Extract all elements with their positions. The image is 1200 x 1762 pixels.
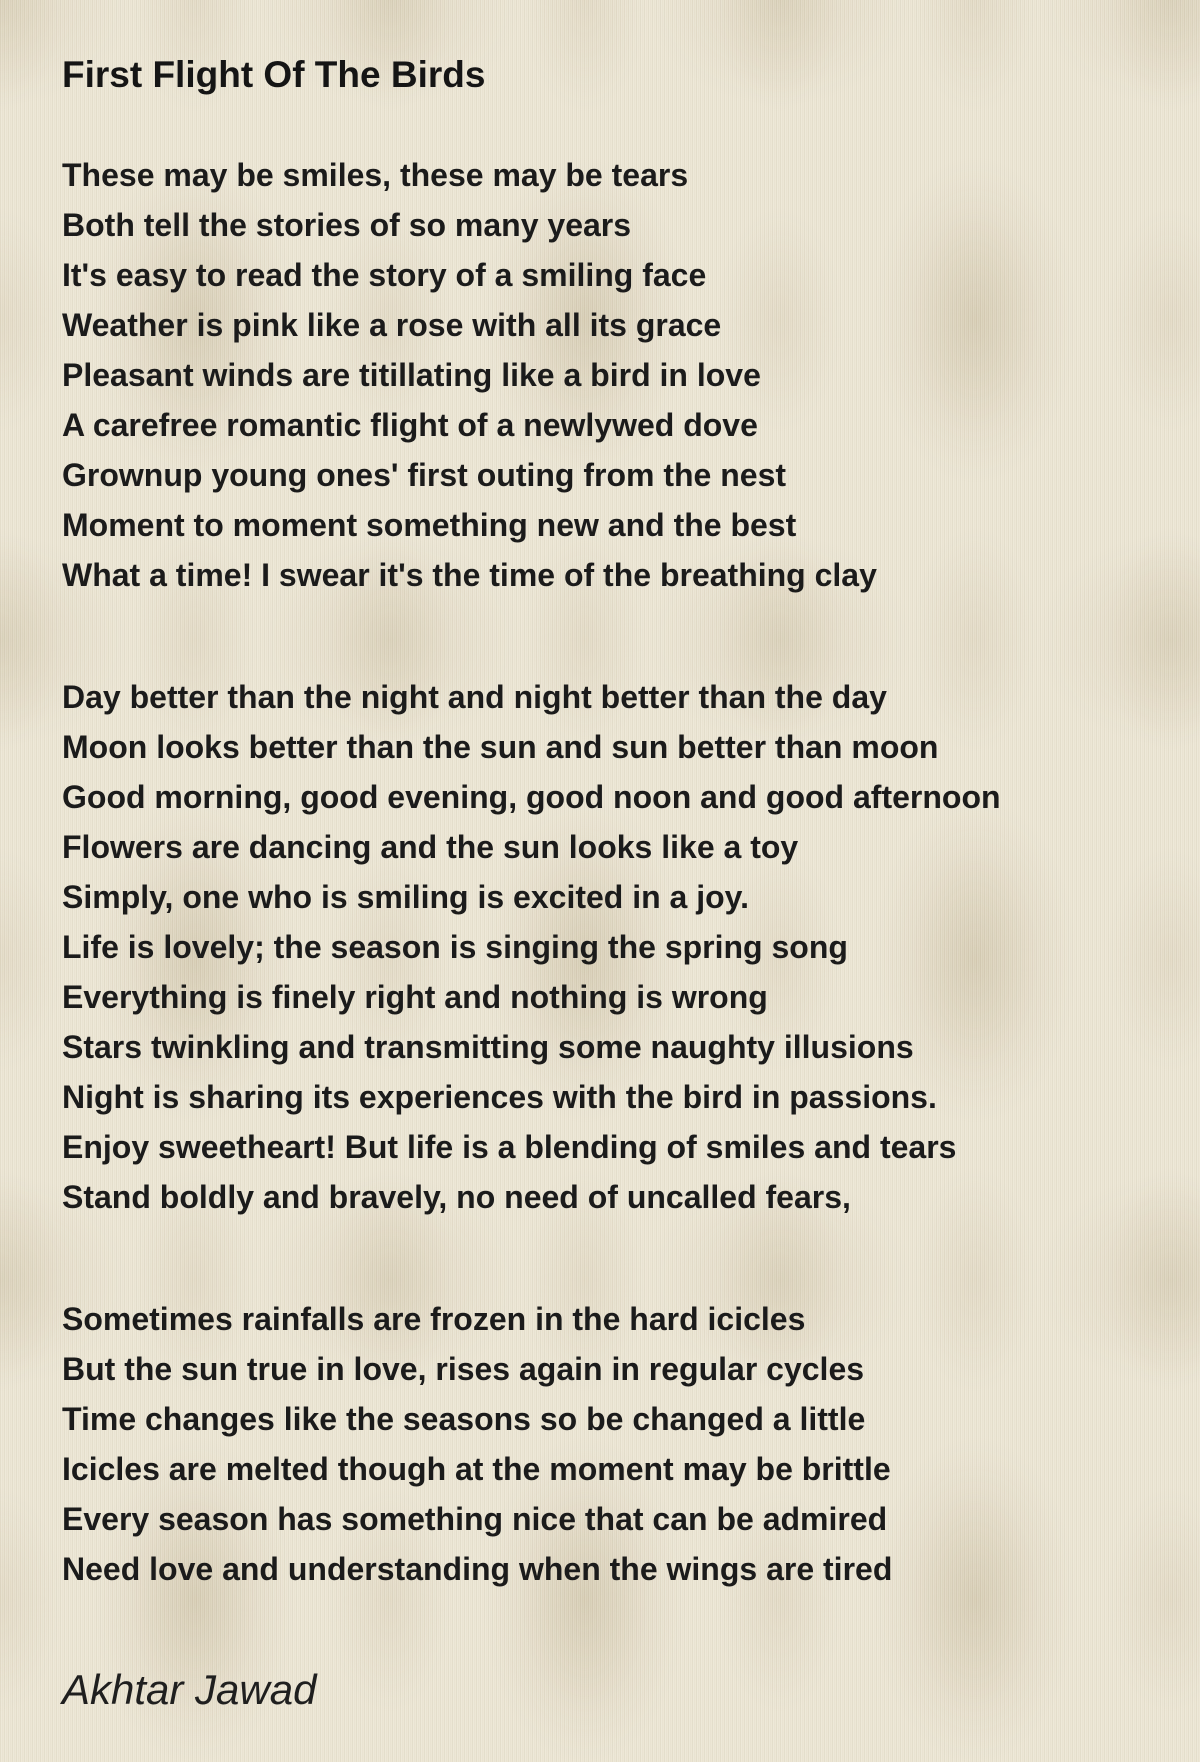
poem-line: It's easy to read the story of a smiling face xyxy=(62,257,707,294)
poem-line: Life is lovely; the season is singing the spring song xyxy=(62,929,848,966)
poem-line: Stand boldly and bravely, no need of uncalled fears, xyxy=(62,1179,851,1216)
poem-line: Good morning, good evening, good noon and good afternoon xyxy=(62,779,1001,816)
poem-line: But the sun true in love, rises again in regular cycles xyxy=(62,1351,865,1388)
poem-title: First Flight Of The Birds xyxy=(62,54,486,95)
poem-line: Sometimes rainfalls are frozen in the hard icicles xyxy=(62,1301,806,1338)
poem-line: These may be smiles, these may be tears xyxy=(62,157,689,194)
poem-line: Night is sharing its experiences with the bird in passions. xyxy=(62,1079,937,1116)
poem-line: Time changes like the seasons so be changed a little xyxy=(62,1401,866,1438)
poem-line: Moment to moment something new and the best xyxy=(62,507,797,544)
poem-line: Everything is finely right and nothing is wrong xyxy=(62,979,768,1016)
poem-line: Icicles are melted though at the moment may be brittle xyxy=(62,1451,891,1488)
poem-line: Day better than the night and night better than the day xyxy=(62,679,887,716)
poem-line: Enjoy sweetheart! But life is a blending of smiles and tears xyxy=(62,1129,957,1166)
poem-line: Pleasant winds are titillating like a bird in love xyxy=(62,357,761,394)
poem-body xyxy=(62,150,1150,1594)
poem-line: Stars twinkling and transmitting some naughty illusions xyxy=(62,1029,914,1066)
poem-line: Moon looks better than the sun and sun better than moon xyxy=(62,729,939,766)
poem-stanza xyxy=(62,672,1150,1222)
poem-line: What a time! I swear it's the time of the breathing clay xyxy=(62,557,877,594)
poem-line: Every season has something nice that can be admired xyxy=(62,1501,888,1538)
poem-author-signature: Akhtar Jawad xyxy=(62,1666,317,1714)
poem-line: A carefree romantic flight of a newlywed dove xyxy=(62,407,758,444)
poem-line: Need love and understanding when the wings are tired xyxy=(62,1551,893,1588)
poem-stanza xyxy=(62,150,1150,600)
poem-line: Grownup young ones' first outing from the nest xyxy=(62,457,787,494)
poem-line: Simply, one who is smiling is excited in a joy. xyxy=(62,879,749,916)
poem-stanza xyxy=(62,1294,1150,1594)
poem-line: Both tell the stories of so many years xyxy=(62,207,632,244)
poem-line: Weather is pink like a rose with all its grace xyxy=(62,307,722,344)
poem-line: Flowers are dancing and the sun looks like a toy xyxy=(62,829,799,866)
